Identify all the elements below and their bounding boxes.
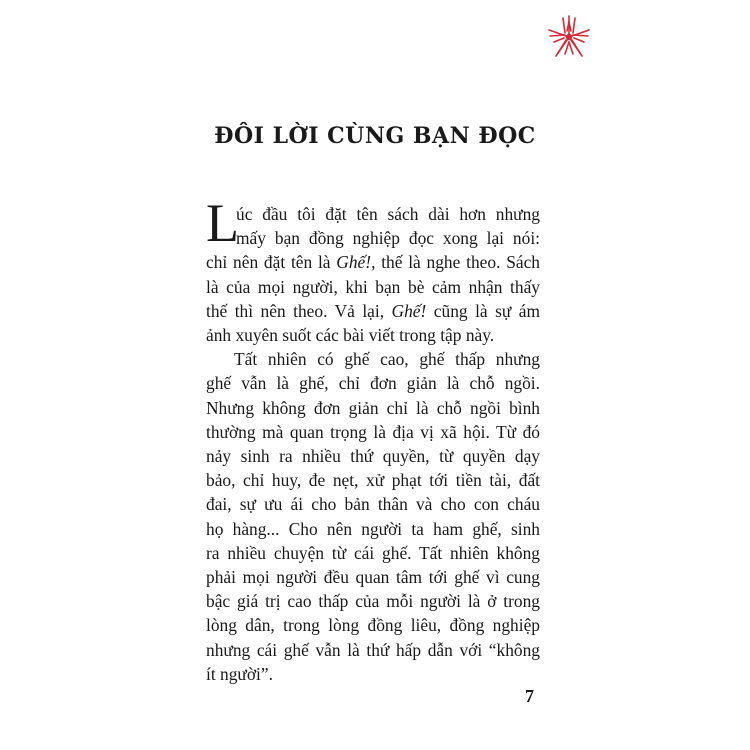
text-line: lòng dân, trong lòng đồng liêu, đồng nghiệp xyxy=(206,615,540,636)
text-line: nảy sinh ra nhiều thứ quyền, từ quyền dạy xyxy=(206,446,540,467)
text-line: là của mọi người, khi bạn bè cảm nhận thấy xyxy=(206,276,540,297)
red-star-emblem-icon xyxy=(546,14,592,60)
text-line-indented xyxy=(206,347,540,371)
page-title: ĐÔI LỜI CÙNG BẠN ĐỌC xyxy=(214,123,536,149)
text-line: ghế vẫn là ghế, chỉ đơn giản là chỗ ngồi. xyxy=(206,373,540,394)
text-line: bảo, chỉ huy, đe nẹt, xử phạt tới tiền tài, đất xyxy=(206,470,540,491)
text-line: thường mà quan trọng là địa vị xã hội. Từ đó xyxy=(206,421,540,442)
text-line xyxy=(206,250,540,274)
page-number: 7 xyxy=(525,686,534,706)
dropcap-lines xyxy=(206,193,540,253)
text-line: họ hàng... Cho nên người ta ham ghế, sinh xyxy=(206,518,540,539)
text-line xyxy=(206,299,540,323)
text-line: úc đầu tôi đặt tên sách dài hơn nhưng xyxy=(236,204,540,224)
drop-cap: L xyxy=(206,193,239,253)
text-run: , thế là nghe theo. Sách xyxy=(371,252,540,273)
text-run: chỉ nên đặt tên là xyxy=(206,252,337,273)
book-title-italic: Ghế! xyxy=(336,252,372,273)
text-line: mấy bạn đồng nghiệp đọc xong lại nói: xyxy=(236,228,540,249)
body-text xyxy=(206,193,540,686)
paragraph-1 xyxy=(206,193,540,347)
text-line: Nhưng không đơn giản chỉ là chỗ ngồi bình xyxy=(206,397,540,418)
text-line: phải mọi người đều quan tâm tới ghế vì cung xyxy=(206,567,540,588)
text-line: đai, sự ưu ái cho bản thân và cho con cháu xyxy=(206,494,540,515)
text-line: bậc giá trị cao thấp của mỗi người là ở trong xyxy=(206,591,540,612)
text-run: Tất nhiên có ghế cao, ghế thấp nhưng xyxy=(234,349,540,370)
text-line: ít người”. xyxy=(206,663,273,684)
text-line: ảnh xuyên suốt các bài viết trong tập này. xyxy=(206,325,495,346)
text-run: cũng là sự ám xyxy=(426,300,540,321)
book-title-italic: Ghế! xyxy=(391,300,427,321)
text-run: thế thì nên theo. Vả lại, xyxy=(206,300,392,321)
text-line: ra nhiều chuyện từ cái ghế. Tất nhiên không xyxy=(206,542,540,563)
text-line: nhưng cái ghế vẫn là thứ hấp dẫn với “không xyxy=(206,639,540,660)
paragraph-2 xyxy=(206,347,540,686)
